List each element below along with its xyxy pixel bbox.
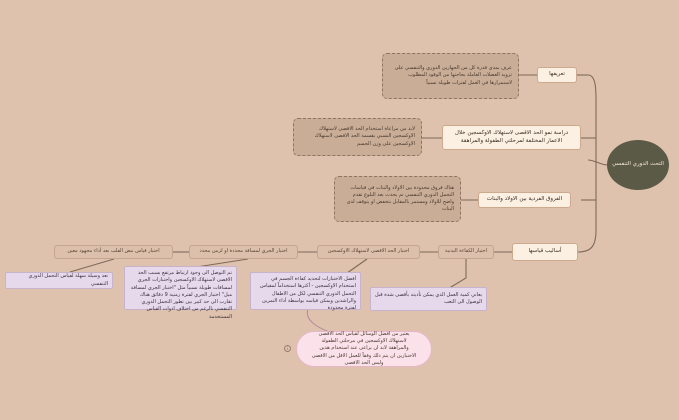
vo2-study-note-text: لابد من مراعاة استخدام الحد الاقصى لاستهلاك الاوكسجين النسبي بقسمة الحد الاقصى لاستهلاك الاوكسجين على وزن الجسم (314, 126, 415, 147)
method-heart-rate[interactable] (54, 245, 173, 259)
info-marker-icon[interactable]: i (284, 345, 291, 352)
branch-definition[interactable] (537, 67, 577, 83)
branch-vo2-study-label: دراسة نمو الحد الاقصى لاستهلاك الاوكسجين خلال الاعمار المختلفة لمرحلتي الطفولة والمراهقة (454, 129, 569, 144)
method-physical-efficiency-label: اختبار الكفاءة البدنية (445, 248, 487, 255)
physical-efficiency-card-text: يعاني كمية العمل الذي يمكن تأديته بأقصى شدة قبل الوصول الى التعب (374, 291, 482, 305)
root-topic[interactable] (607, 140, 669, 190)
differences-note-text: هناك فروق محدودة بين الاولاد والبنات في قياسات التحمل الدوري التنفسي تم يحدث بعد البلوغ تقدم واضح للاولاد ومستمر بالمقابل بتخفض او يتوقف لدى البنات (346, 184, 454, 213)
definition-note-text: عرف بمدى قدرة كل من الجهازين الدوري والتنفسي على تزويد العضلات العاملة بحاجتها من الوقود المطلوب لاستمرارها في العمل لفترات طويلة نسبياً (394, 65, 512, 86)
differences-note[interactable] (334, 176, 461, 222)
root-topic-label: التحث الدوري التنفسي (612, 161, 664, 168)
distance-time-card[interactable] (124, 266, 237, 320)
method-max-vo2-label: اختبار الحد الاقصى لاستهلاك الاوكسجين (327, 248, 410, 255)
method-physical-efficiency[interactable] (438, 245, 494, 259)
physical-efficiency-card[interactable] (370, 287, 487, 311)
branch-methods-label: أساليب قياسها (528, 248, 562, 255)
branch-differences-label: الفروق الفردية بين الاولاد والبنات (486, 196, 563, 203)
max-vo2-card[interactable] (250, 272, 361, 310)
definition-note[interactable] (382, 53, 519, 99)
method-heart-rate-label: اختبار قياس نبض القلب بعد أداء مجهود معين (67, 248, 160, 255)
branch-differences[interactable] (478, 192, 571, 208)
summary-bubble[interactable] (296, 331, 432, 367)
vo2-study-note[interactable] (293, 118, 422, 156)
distance-time-card-text: تم التوصل الى وجود ارتباط مرتفع بسبب الحد الاقصى لاستهلاك الاوكسجين واختبارات الجري لمسافات طويلة نسبياً مثل "اختبار الجري لمسافة ميل" اختبار الجري لفترة زمنية 9 دقائق هناك تقارب الى حد كبير بين تطور التحمل الدوري التنفسي بالرغم من اختلاف ادوات القياس المستخدمة (130, 270, 232, 320)
branch-definition-label: تعريفها (549, 71, 565, 78)
method-max-vo2[interactable] (317, 245, 420, 259)
method-distance-time[interactable] (189, 245, 298, 259)
branch-vo2-study[interactable] (442, 125, 581, 150)
method-distance-time-label: اختبار الجري لمسافة محددة او لزمن محدد (199, 248, 288, 255)
max-vo2-card-text: أفضل الاختبارات لتحديد كفاءة الجسم في استخدام الاوكسجين - أكثرها استخداماً لمقياس التحمل الدوري التنفسي لكل من الاطفال والراشدين ويمكن قياسه بواسطة أداء التمرين لفترة محدودة (259, 276, 356, 311)
summary-bubble-text: يعتبر من افضل الوسائل لقياس الحد الاقصى لاستهلاك الاوكسجين في مرحلتي الطفولة والمراهقة لابد ان يراعى عند استخدام هذين الاختبارين ان يتم ذلك وفقاً للعمل الاقل من الاقصى وليس الحد الاقصى (311, 330, 417, 366)
heart-rate-card-text: تعد وسيلة سهلة لقياس التحمل الدوري التنفسي (28, 273, 108, 287)
branch-methods[interactable] (512, 243, 578, 261)
heart-rate-card[interactable] (5, 272, 113, 289)
